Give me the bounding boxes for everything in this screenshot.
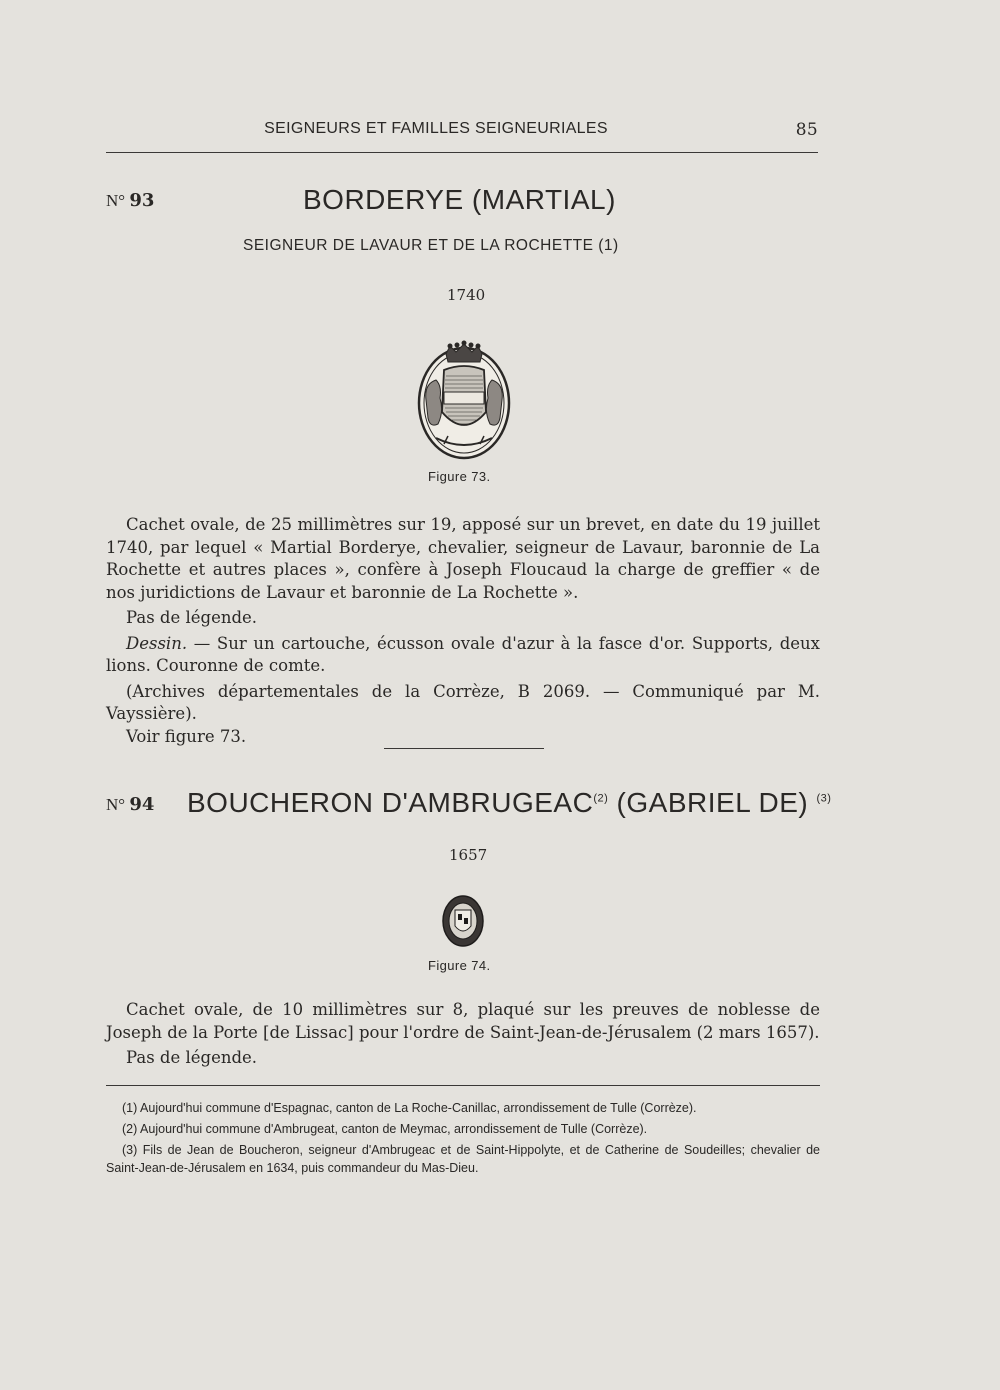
entry-93-figure-ref: Voir figure 73. [126, 726, 247, 746]
drawing-label: Dessin. [126, 633, 188, 653]
header-rule [106, 152, 818, 153]
entry-93-source: (Archives départementales de la Corrèze, B 2069. — Communiqué par M. Vayssière). [106, 681, 820, 723]
entry-93-number [106, 190, 154, 211]
entry-93-subheading: SEIGNEUR DE LAVAUR ET DE LA ROCHETTE (1) [243, 237, 619, 254]
entry-93-heading: BORDERYE (MARTIAL) [303, 184, 616, 215]
footnote-1: (1) Aujourd'hui commune d'Espagnac, canton de La Roche-Canillac, arrondissement de Tulle (Corrèze). [122, 1101, 697, 1115]
page-number: 85 [795, 120, 818, 140]
entry-94-year: 1657 [449, 846, 488, 864]
entry-94-heading [187, 787, 831, 819]
figure-73-caption: Figure 73. [428, 469, 491, 484]
section-separator [384, 748, 544, 749]
entry-94-description: Cachet ovale, de 10 millimètres sur 8, plaqué sur les preuves de noblesse de Joseph de la Porte [de Lissac] pour l'ordre de Saint-Jean-de-Jérusalem (2 mars 1657). [106, 1000, 820, 1042]
footnote-2: (2) Aujourd'hui commune d'Ambrugeat, canton de Meymac, arrondissement de Tulle (Corrèze). [122, 1122, 648, 1136]
heading-part-2: (GABRIEL DE) [608, 787, 817, 818]
heading-part-1: BOUCHERON D'AMBRUGEAC [187, 787, 594, 818]
footnotes [106, 1099, 820, 1180]
running-title: SEIGNEURS ET FAMILLES SEIGNEURIALES [264, 120, 608, 137]
entry-93-legend-note: Pas de légende. [126, 608, 258, 627]
entry-94-legend-note: Pas de légende. [126, 1048, 258, 1067]
entry-93-body [106, 514, 820, 748]
entry-93-year: 1740 [447, 286, 486, 304]
drawing-text: — Sur un cartouche, écusson ovale d'azur à la fasce d'or. Supports, deux lions. Couronne de comte. [106, 633, 820, 675]
footnote-ref-2: (2) [593, 792, 609, 805]
footnote-rule [106, 1085, 820, 1086]
borderye-seal-image [414, 340, 514, 462]
entry-94-number [106, 794, 154, 815]
entry-number-prefix: N° [106, 191, 126, 210]
entry-number: 93 [129, 190, 155, 211]
entry-number: 94 [129, 794, 155, 815]
boucheron-seal-image [441, 894, 485, 948]
entry-number-prefix: N° [106, 795, 126, 814]
entry-93-drawing [106, 633, 820, 678]
running-header [106, 120, 818, 144]
footnote-3: (3) Fils de Jean de Boucheron, seigneur d'Ambrugeac et de Saint-Hippolyte, et de Catherine de Soudeilles; chevalier de Saint-Jean-de-Jérusalem en 1634, puis commandeur du Mas-Dieu. [106, 1143, 820, 1175]
entry-94-body [106, 999, 820, 1070]
footnote-ref-3: (3) [816, 792, 832, 805]
figure-74-caption: Figure 74. [428, 958, 491, 973]
entry-93-description: Cachet ovale, de 25 millimètres sur 19, apposé sur un brevet, en date du 19 juillet 1740, par lequel « Martial Borderye, chevalier, seigneur de Lavaur, baronnie de La Rochette et autres places », confère à Joseph Floucaud la charge de greffier « de nos juridictions de Lavaur et baronnie de La Rochette ». [106, 515, 820, 602]
